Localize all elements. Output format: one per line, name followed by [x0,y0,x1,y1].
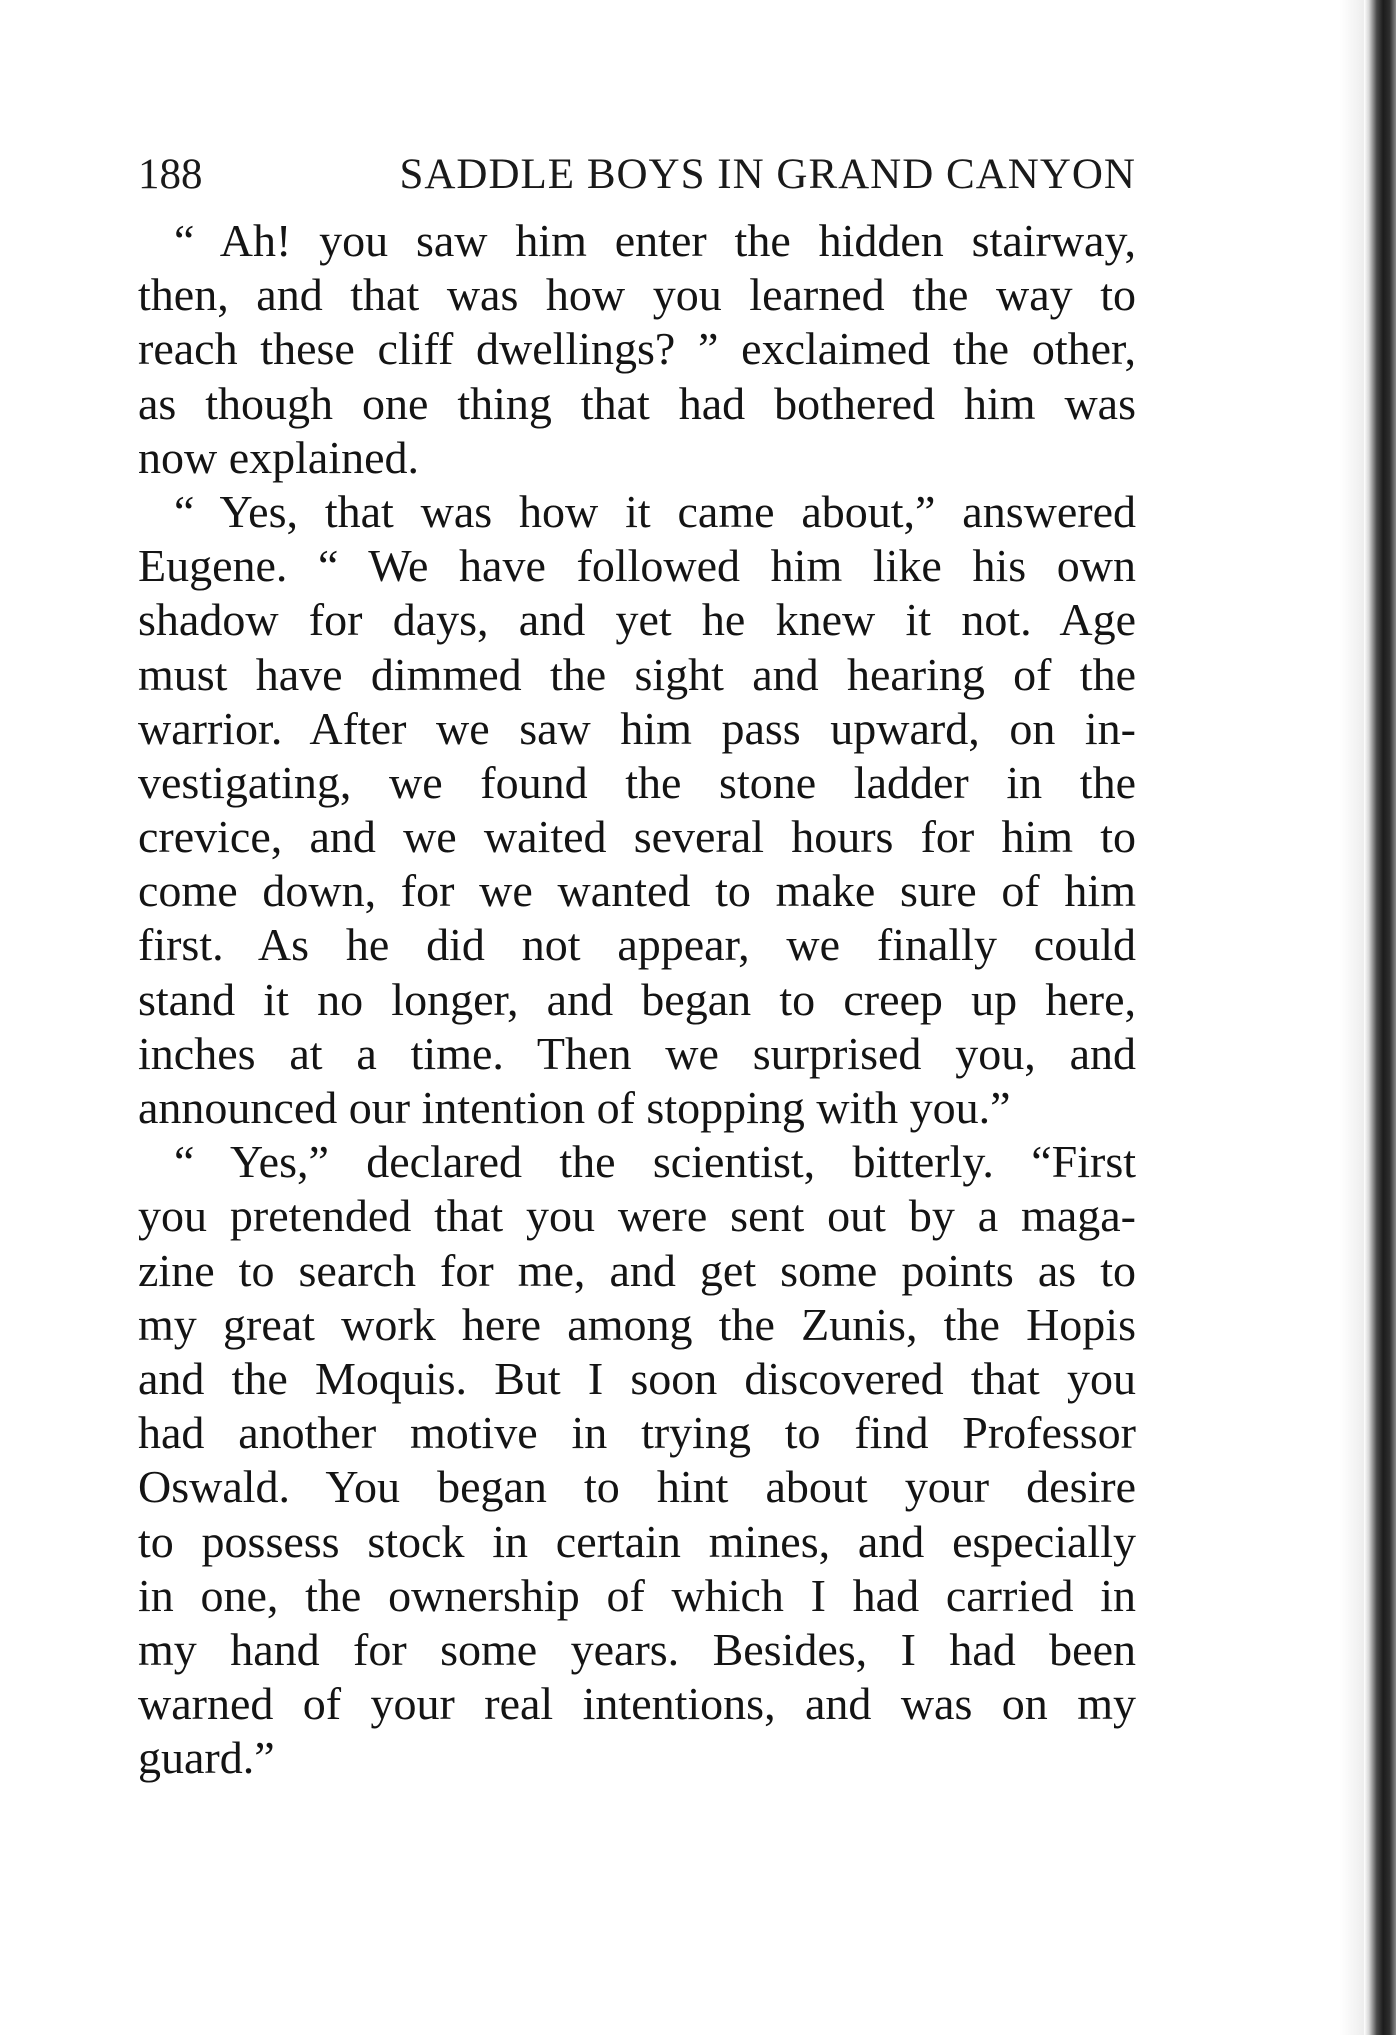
text-line: as though one thing that had bothered him was [138,377,1136,429]
page-number: 188 [138,151,203,198]
text-line: my hand for some years. Besides, I had been [138,1623,1136,1675]
text-line: zine to search for me, and get some points as to [138,1244,1136,1296]
text-line: shadow for days, and yet he knew it not. Age [138,594,1136,646]
text-line: reach these cliff dwellings? ” exclaimed the other, [138,323,1136,375]
text-line: then, and that was how you learned the way to [138,269,1136,321]
text-line: to possess stock in certain mines, and especially [138,1515,1136,1567]
book-spine-edge [1364,0,1396,2035]
page-gutter-shadow [1340,0,1366,2035]
text-line: first. As he did not appear, we finally could [138,919,1136,971]
text-line: and the Moquis. But I soon discovered that you [138,1352,1136,1404]
text-line: announced our intention of stopping with you.” [138,1082,1011,1133]
text-line: stand it no longer, and began to creep up here, [138,973,1136,1025]
text-line: warned of your real intentions, and was on my [138,1678,1136,1730]
text-line: “ Yes,” declared the scientist, bitterly. “First [174,1136,1136,1188]
text-line: had another motive in trying to find Professor [138,1407,1136,1459]
running-header [138,150,1136,210]
text-line: must have dimmed the sight and hearing of the [138,648,1136,700]
text-line: “ Yes, that was how it came about,” answered [174,485,1136,537]
text-line: now explained. [138,431,420,483]
paragraph-3 [138,1135,1136,1785]
body-text [138,214,1136,1785]
text-line: inches at a time. Then we surprised you, and [138,1027,1136,1079]
text-line: come down, for we wanted to make sure of him [138,865,1136,917]
text-line: Oswald. You began to hint about your desire [138,1461,1136,1513]
text-line: my great work here among the Zunis, the Hopis [138,1298,1136,1350]
text-line: Eugene. “ We have followed him like his own [138,540,1136,592]
text-line: “ Ah! you saw him enter the hidden stairway, [174,215,1136,266]
text-line: warrior. After we saw him pass upward, on in- [138,702,1136,754]
paragraph-1 [138,214,1136,485]
text-line: crevice, and we waited several hours for him to [138,811,1136,863]
text-line: you pretended that you were sent out by a maga- [138,1190,1136,1242]
running-title: SADDLE BOYS IN GRAND CANYON [399,151,1136,198]
text-line: in one, the ownership of which I had carried in [138,1569,1136,1621]
paragraph-2 [138,485,1136,1135]
text-line: guard.” [138,1732,275,1784]
text-line: vestigating, we found the stone ladder in the [138,756,1136,808]
